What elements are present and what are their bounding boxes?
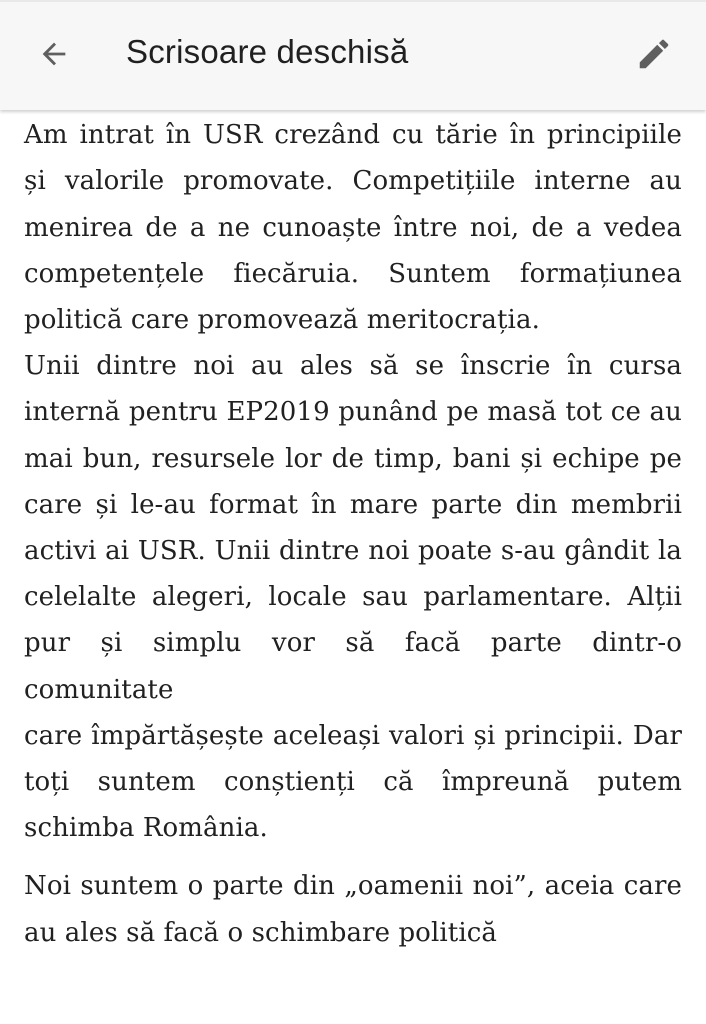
article-paragraph-1: Am intrat în USR crezând cu tărie în principiile și valorile promovate. Competițiile interne au menirea de a ne cunoaște între noi, de a vedea competențele fiecăruia. Suntem formațiunea politică care promovează meritocrația. (24, 120, 682, 336)
app-bar (0, 0, 706, 110)
article-paragraph-2: Unii dintre noi au ales să se înscrie în cursa internă pentru EP2019 punând pe masă tot ce au mai bun, resursele lor de timp, bani și echipe pe care și le-au format în mare parte din membrii activi ai USR. Unii dintre noi poate s-au gândit la celelalte alegeri, locale sau parlamentare. Alții pur și simplu vor să facă parte dintr-o comunitate (24, 351, 682, 705)
pencil-edit-icon (635, 35, 673, 78)
paragraph-spacer (24, 851, 682, 863)
article-paragraph-3: care împărtășește aceleași valori și principii. Dar toți suntem conștienți că împreună putem schimba România. (24, 720, 682, 844)
article-paragraph-4: Noi suntem o parte din „oamenii noi”, aceia care au ales să facă o schimbare politică (24, 871, 682, 948)
page-title: Scrisoare deschisă (126, 33, 409, 70)
edit-button[interactable] (626, 28, 682, 84)
back-button[interactable] (22, 24, 86, 88)
article-body[interactable] (24, 66, 682, 956)
arrow-back-icon (37, 37, 71, 76)
